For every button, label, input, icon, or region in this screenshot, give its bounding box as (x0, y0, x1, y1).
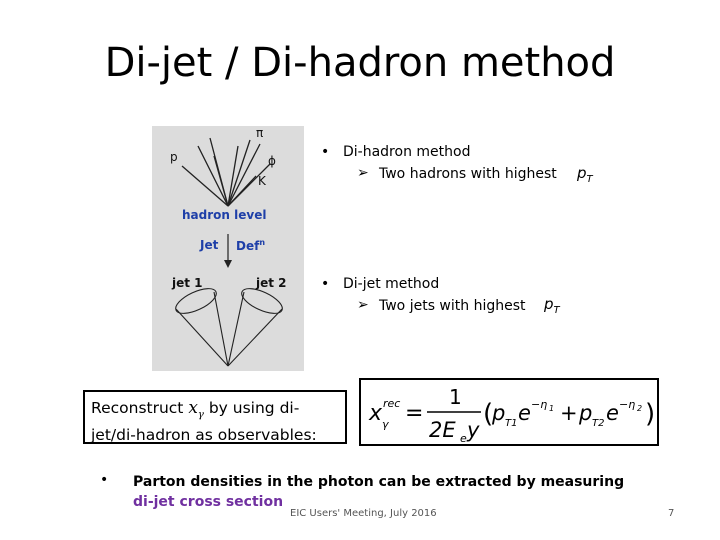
bullet-dijet-text: Di-jet method (343, 276, 440, 292)
bottom-text-plain: Parton densities in the photon can be extracted by measuring (133, 474, 625, 490)
arrow-icon: ➢ (357, 297, 369, 313)
formula-denominator-tail: y (467, 418, 480, 442)
label-jet: Jet (200, 238, 219, 252)
formula-term1-sub: T1 (505, 418, 518, 429)
label-pi: π (256, 126, 264, 140)
svg-text:(: ( (483, 399, 494, 429)
slide-title: Di-jet / Di-hadron method (104, 40, 616, 86)
formula-term1: p (492, 401, 506, 425)
jet-diagram (152, 126, 304, 371)
bullet-dihadron-text: Di-hadron method (343, 144, 471, 160)
formula-drawing (361, 380, 661, 448)
reconstruct-before: Reconstruct (91, 399, 184, 417)
svg-text:e: e (518, 401, 531, 425)
label-hadron-level: hadron level (182, 208, 267, 222)
bottom-bullet-dot: • (100, 472, 109, 488)
sub-dijet (357, 297, 526, 314)
pt-symbol-1: $p_T$ (577, 164, 593, 185)
label-jet2: jet 2 (256, 276, 287, 290)
reconstruct-box (83, 390, 347, 444)
formula-lhs-sub: γ (382, 418, 389, 431)
formula-denominator: 2E (429, 418, 456, 442)
sub-dihadron (357, 165, 557, 182)
formula-lhs-sup: rec (383, 397, 401, 410)
bullet-dot: • (321, 144, 330, 160)
label-jet1: jet 1 (172, 276, 203, 290)
bullet-dihadron (321, 144, 471, 160)
arrow-icon: ➢ (357, 165, 369, 181)
label-phi: ϕ (268, 154, 276, 168)
bottom-text-highlight: di-jet cross section (133, 494, 284, 510)
svg-text:e: e (606, 401, 619, 425)
formula-term2-exp-sub: 2 (637, 404, 643, 413)
formula-lhs: x (369, 401, 383, 426)
formula-term1-exp: −η (531, 398, 548, 411)
svg-text:): ) (645, 399, 656, 429)
svg-text:+: + (560, 401, 578, 425)
formula-term1-exp-sub: 1 (549, 404, 555, 413)
x-gamma-symbol: $x_\gamma$ (188, 398, 204, 421)
bullet-dot: • (321, 276, 330, 292)
formula-term2-exp: −η (619, 398, 636, 411)
formula-term2-sub: T2 (592, 418, 605, 429)
reconstruct-after: by using di-jet/di-hadron as observables: (91, 399, 317, 445)
label-def: Def$^n$ (236, 238, 266, 253)
pt-symbol-2: $p_T$ (544, 295, 560, 316)
sub-dijet-text: Two jets with highest (379, 298, 526, 314)
label-p: p (170, 150, 178, 164)
page-number: 7 (668, 508, 675, 519)
formula-numerator: 1 (449, 385, 462, 409)
label-k: K (258, 174, 266, 188)
svg-text:=: = (405, 401, 424, 426)
footer-text: EIC Users' Meeting, July 2016 (290, 508, 437, 519)
formula-box (359, 378, 659, 446)
bullet-dijet (321, 276, 440, 292)
sub-dihadron-text: Two hadrons with highest (379, 166, 557, 182)
bottom-bullet-text (133, 472, 633, 512)
formula-denominator-sub: e (460, 432, 467, 445)
formula-term2: p (579, 401, 593, 425)
